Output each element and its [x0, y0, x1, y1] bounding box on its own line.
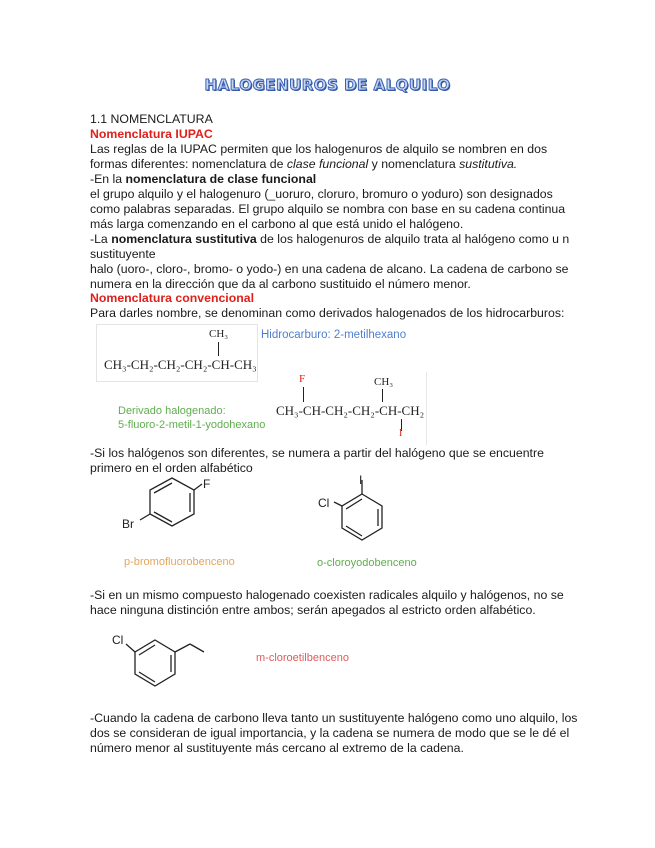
- compound-name: o-cloroyodobenceno: [317, 557, 417, 569]
- chlorine-atom: Cl: [318, 496, 330, 510]
- bond-line: [218, 342, 219, 356]
- figure-benzenes: [110, 472, 410, 542]
- derivative-formula: CH₃-CH-CH₂-CH₂-CH-CH₂: [276, 403, 425, 418]
- derivative-label: Derivado halogenado:: [118, 405, 226, 417]
- paragraph-line: -Cuando la cadena de carbono lleva tanto un sustituyente halógeno como uno alquilo, los: [90, 711, 578, 725]
- text-run: sustitutiva.: [459, 157, 518, 171]
- text-run: -En la: [90, 172, 126, 186]
- hydrocarbon-formula: CH₃-CH₂-CH₂-CH₂-CH-CH₃: [104, 357, 257, 372]
- text-run: y nomenclatura: [368, 157, 460, 171]
- paragraph-line: [90, 157, 517, 173]
- ch3-label: CH₃: [374, 376, 394, 388]
- bond-line: [303, 387, 304, 402]
- paragraph-line: Para darles nombre, se denominan como derivados halogenados de los hidrocarburos:: [90, 306, 565, 320]
- text-run: de los halogenuros de alquilo trata al halógeno como u n: [256, 232, 570, 246]
- page-title: HALOGENUROS DE ALQUILO: [204, 76, 451, 94]
- fluorine-label: F: [299, 373, 306, 385]
- m-chloroethylbenzene-structure: [126, 640, 204, 686]
- paragraph-line: como palabras separadas. El grupo alquilo se nombra con base en su cadena continua: [90, 202, 566, 216]
- compound-name: m-cloroetilbenceno: [256, 652, 349, 664]
- hydrocarbon-label: Hidrocarburo: 2-metilhexano: [261, 329, 407, 341]
- iupac-heading: Nomenclatura IUPAC: [90, 127, 213, 141]
- text-run: nomenclatura de clase funcional: [125, 172, 317, 186]
- paragraph-line: dos se consideran de igual importancia, y la cadena se numera de modo que se le dé el: [90, 726, 570, 740]
- section-heading: 1.1 NOMENCLATURA: [90, 112, 213, 126]
- ch3-label: CH₃: [209, 328, 229, 340]
- paragraph-line: el grupo alquilo y el halogenuro (_uoruro, cloruro, bromuro o yoduro) son designados: [90, 187, 553, 201]
- o-chloroiodobenzene-structure: [334, 480, 382, 540]
- chlorine-atom: Cl: [112, 633, 124, 647]
- iodine-label: I: [399, 428, 403, 439]
- paragraph-line: Las reglas de la IUPAC permiten que los halogenuros de alquilo se nombren en dos: [90, 142, 548, 156]
- paragraph-line: sustituyente: [90, 247, 156, 261]
- figure-ethylbenzene: [110, 622, 220, 692]
- text-run: formas diferentes: nomenclatura de: [90, 157, 287, 171]
- bromine-atom: Br: [122, 517, 134, 531]
- paragraph-line: [90, 232, 569, 248]
- compound-name: p-bromofluorobenceno: [124, 556, 235, 568]
- paragraph-line: halo (uoro-, cloro-, bromo- o yodo-) en una cadena de alcano. La cadena de carbono se: [90, 262, 569, 276]
- derivative-name: 5-fluoro-2-metil-1-yodohexano: [118, 419, 266, 431]
- conventional-heading: Nomenclatura convencional: [90, 291, 255, 305]
- iodine-atom: I: [359, 473, 363, 487]
- paragraph-line: primero en el orden alfabético: [90, 461, 253, 475]
- paragraph-line: más larga comenzando en el carbono al que está unido el halógeno.: [90, 217, 464, 231]
- paragraph-line: [90, 172, 316, 188]
- paragraph-line: hace ninguna distinción entre ambos; serán apegados al estricto orden alfabético.: [90, 603, 536, 617]
- p-bromofluorobenzene-structure: [140, 478, 202, 526]
- structure-box: [96, 324, 258, 382]
- text-run: nomenclatura sustitutiva: [111, 232, 257, 246]
- text-run: clase funcional: [286, 157, 369, 171]
- bond-line: [382, 389, 383, 402]
- paragraph-line: numera en la dirección que da al carbono sustituido el número menor.: [90, 277, 471, 291]
- figure-hydrocarbon: [96, 320, 426, 445]
- paragraph-line: -Si en un mismo compuesto halogenado coexisten radicales alquilo y halógenos, no se: [90, 588, 564, 602]
- paragraph-line: -Si los halógenos son diferentes, se numera a partir del halógeno que se encuentre: [90, 446, 544, 460]
- paragraph-line: número menor al sustituyente más cercano al extremo de la cadena.: [90, 741, 464, 755]
- text-run: -La: [90, 232, 112, 246]
- fluorine-atom: F: [203, 477, 211, 491]
